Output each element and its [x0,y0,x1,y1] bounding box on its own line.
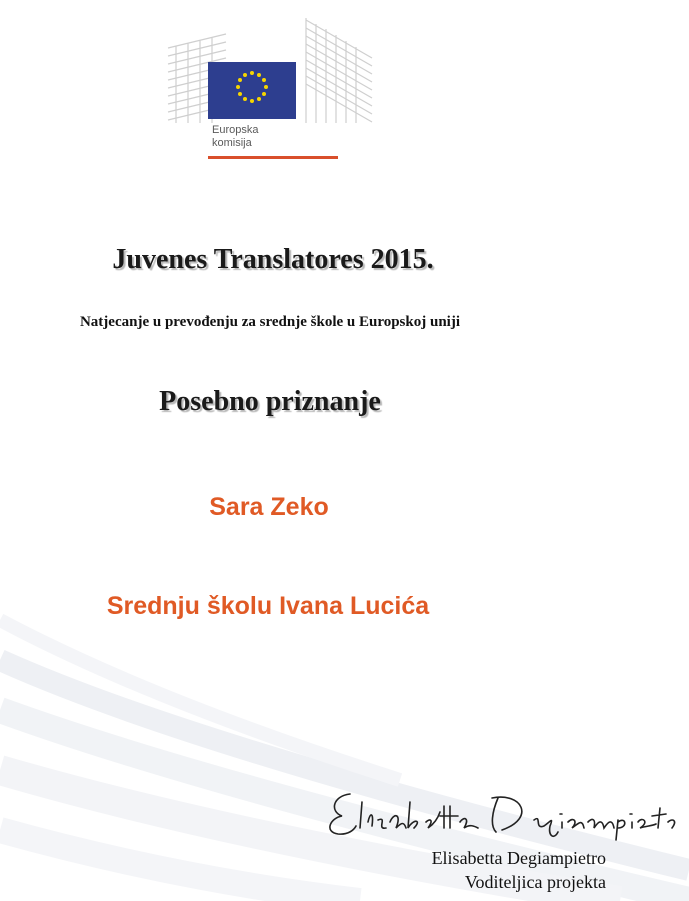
eu-flag [208,62,296,119]
certificate-subtitle: Natjecanje u prevođenju za srednje škole u Europskoj uniji [79,314,461,330]
school-name: Srednju školu Ivana Lucića [106,592,430,620]
certificate-title: Juvenes Translatores 2015. [112,244,434,275]
signer-role: Voditeljica projekta [464,872,606,892]
recipient-name: Sara Zeko [209,493,329,521]
handwritten-signature [322,782,682,842]
logo-label-line2: komisija [212,137,252,149]
signer-name: Elisabetta Degiampietro [431,848,606,868]
european-commission-logo [166,18,374,162]
logo-accent-bar [208,156,338,159]
commission-building-icon [166,18,374,123]
award-name: Posebno priznanje [159,386,381,417]
logo-label [212,124,258,150]
logo-label-line1: Europska [212,124,259,136]
